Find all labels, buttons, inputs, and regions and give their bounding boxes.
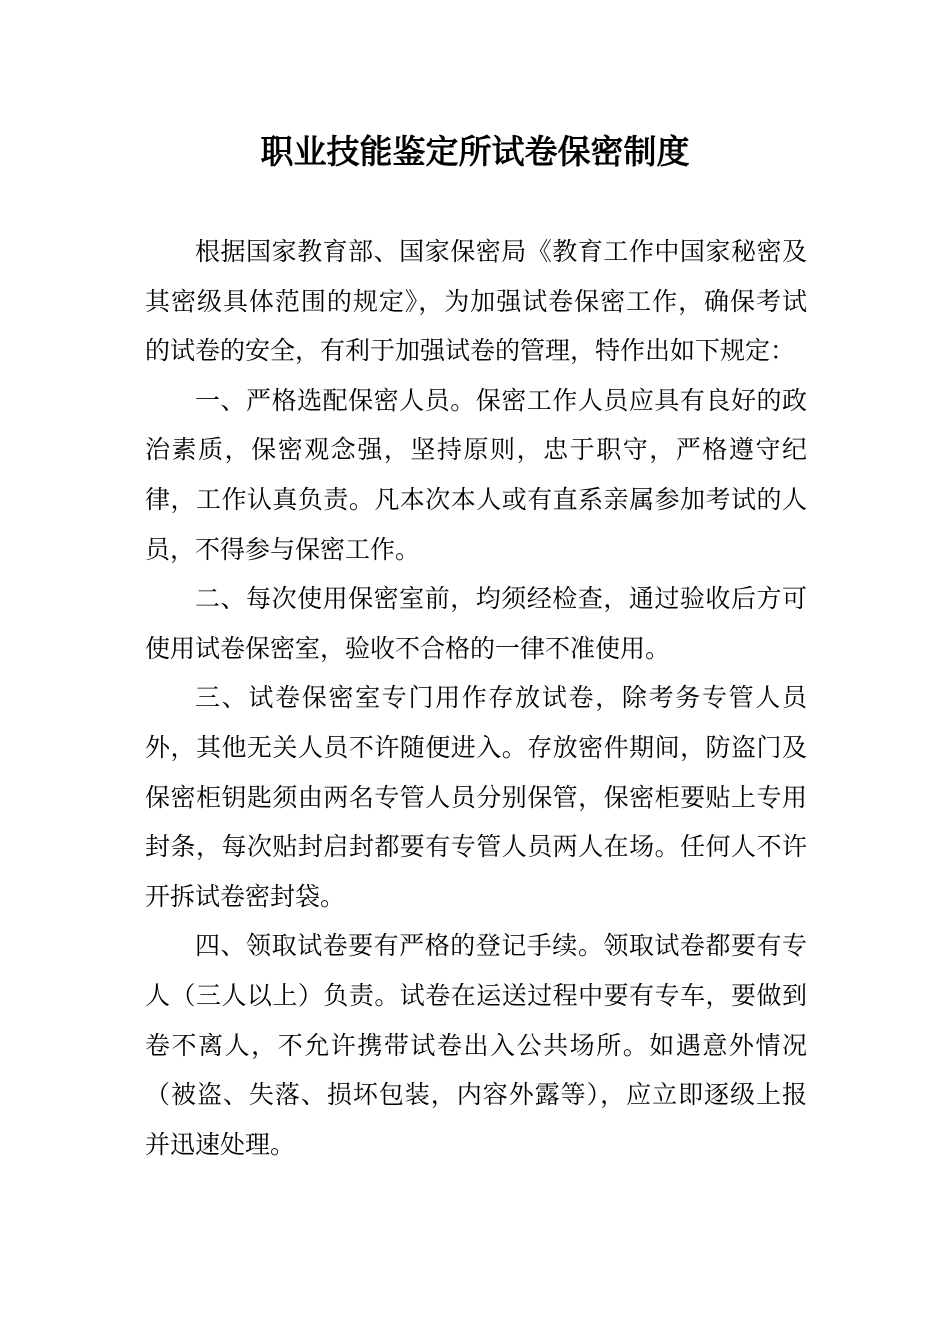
paragraph-rule-1: 一、严格选配保密人员。保密工作人员应具有良好的政治素质，保密观念强，坚持原则，忠于职守，严格遵守纪律，工作认真负责。凡本次本人或有直系亲属参加考试的人员，不得参与保密工作。 xyxy=(145,385,807,564)
document-title: 职业技能鉴定所试卷保密制度 xyxy=(260,132,690,171)
document-body xyxy=(145,227,807,1169)
paragraph-rule-4: 四、领取试卷要有严格的登记手续。领取试卷都要有专人（三人以上）负责。试卷在运送过程中要有专车，要做到卷不离人，不允许携带试卷出入公共场所。如遇意外情况（被盗、失落、损坏包装，内容外露等），应立即逐级上报并迅速处理。 xyxy=(145,931,807,1159)
paragraph-rule-3: 三、试卷保密室专门用作存放试卷，除考务专管人员外，其他无关人员不许随便进入。存放密件期间，防盗门及保密柜钥匙须由两名专管人员分别保管，保密柜要贴上专用封条，每次贴封启封都要有专管人员两人在场。任何人不许开拆试卷密封袋。 xyxy=(145,683,807,911)
paragraph-rule-2: 二、每次使用保密室前，均须经检查，通过验收后方可使用试卷保密室，验收不合格的一律不准使用。 xyxy=(145,584,807,663)
paragraph-intro: 根据国家教育部、国家保密局《教育工作中国家秘密及其密级具体范围的规定》，为加强试卷保密工作，确保考试的试卷的安全，有利于加强试卷的管理，特作出如下规定： xyxy=(145,237,807,366)
